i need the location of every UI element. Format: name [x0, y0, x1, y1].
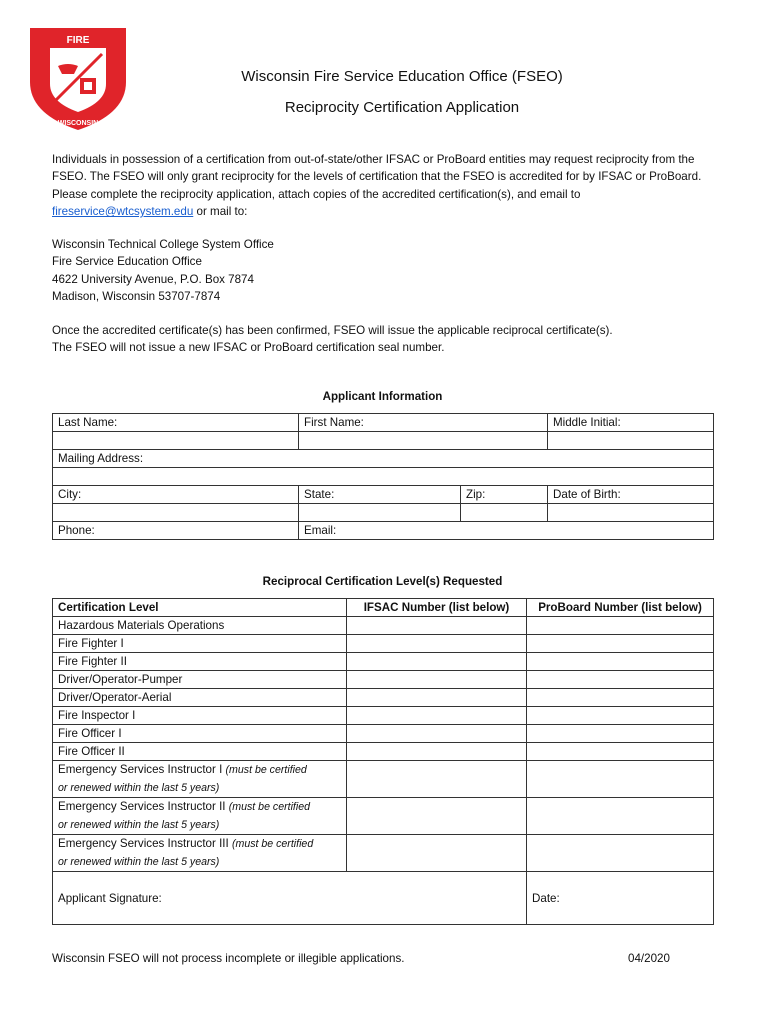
address-line: 4622 University Avenue, P.O. Box 7874	[52, 272, 254, 286]
cert-row	[53, 617, 714, 635]
cert-row	[53, 798, 714, 835]
dob-label: Date of Birth:	[548, 486, 714, 504]
ifsac-number-field[interactable]	[347, 707, 527, 725]
mailing-address-label: Mailing Address:	[53, 450, 714, 468]
cert-row	[53, 725, 714, 743]
certification-table	[52, 598, 714, 925]
ifsac-number-field[interactable]	[347, 617, 527, 635]
middle-initial-field[interactable]	[548, 432, 714, 450]
last-name-field[interactable]	[53, 432, 299, 450]
ifsac-number-field[interactable]	[347, 798, 527, 835]
mailing-address-block	[52, 236, 722, 306]
date-field[interactable]: Date:	[527, 872, 714, 925]
applicant-table	[52, 413, 714, 540]
cert-level: Fire Fighter II	[53, 653, 347, 671]
first-name-label: First Name:	[299, 414, 548, 432]
last-name-label: Last Name:	[53, 414, 299, 432]
cert-level-label: Emergency Services Instructor II	[58, 800, 229, 813]
ifsac-number-field[interactable]	[347, 653, 527, 671]
footer-note: Wisconsin FSEO will not process incomplete or illegible applications.	[52, 952, 405, 965]
ifsac-number-field[interactable]	[347, 725, 527, 743]
intro-paragraph	[52, 151, 722, 221]
cert-level-label: Emergency Services Instructor III	[58, 837, 232, 850]
cert-note: (must be certified	[231, 838, 314, 850]
address-line: Fire Service Education Office	[52, 255, 202, 269]
cert-note: or renewed within the last 5 years)	[58, 856, 220, 868]
document-title: Wisconsin Fire Service Education Office (FSEO)	[241, 68, 563, 85]
first-name-field[interactable]	[299, 432, 548, 450]
proboard-number-field[interactable]	[527, 761, 714, 798]
proboard-number-field[interactable]	[527, 689, 714, 707]
proboard-number-field[interactable]	[527, 653, 714, 671]
cert-level: Driver/Operator-Pumper	[53, 671, 347, 689]
address-line: Wisconsin Technical College System Office	[52, 238, 274, 251]
zip-label: Zip:	[461, 486, 548, 504]
email-label: Email:	[299, 522, 714, 540]
certs-heading: Reciprocal Certification Level(s) Requested	[262, 575, 503, 588]
document-subtitle: Reciprocity Certification Application	[284, 99, 520, 116]
cert-row	[53, 671, 714, 689]
cert-level: Fire Fighter I	[53, 635, 347, 653]
svg-text:WISCONSIN: WISCONSIN	[57, 120, 99, 127]
cert-level: Driver/Operator-Aerial	[53, 689, 347, 707]
mailing-address-field[interactable]	[53, 468, 714, 486]
middle-initial-label: Middle Initial:	[548, 414, 714, 432]
notice-line: Once the accredited certificate(s) has been confirmed, FSEO will issue the applicable reciprocal certificate(s).	[52, 324, 613, 337]
notice-line: The FSEO will not issue a new IFSAC or ProBoard certification seal number.	[52, 341, 445, 355]
address-line: Madison, Wisconsin 53707-7874	[52, 290, 221, 304]
proboard-number-field[interactable]	[527, 671, 714, 689]
cert-level: Fire Inspector I	[53, 707, 347, 725]
ifsac-number-field[interactable]	[347, 635, 527, 653]
phone-label: Phone:	[53, 522, 299, 540]
cert-level	[53, 761, 347, 798]
cert-row	[53, 835, 714, 872]
cert-note: or renewed within the last 5 years)	[58, 819, 220, 831]
proboard-number-field[interactable]	[527, 798, 714, 835]
ifsac-number-field[interactable]	[347, 689, 527, 707]
zip-field[interactable]	[461, 504, 548, 522]
col-proboard: ProBoard Number (list below)	[527, 599, 714, 617]
signature-field[interactable]: Applicant Signature:	[53, 872, 527, 925]
state-field[interactable]	[299, 504, 461, 522]
cert-note: (must be certified	[225, 764, 307, 776]
ifsac-number-field[interactable]	[347, 835, 527, 872]
cert-row	[53, 707, 714, 725]
city-field[interactable]	[53, 504, 299, 522]
col-level: Certification Level	[53, 599, 347, 617]
cert-level-label: Emergency Services Instructor I	[58, 763, 226, 776]
proboard-number-field[interactable]	[527, 725, 714, 743]
applicant-heading: Applicant Information	[322, 390, 443, 403]
intro-text-end: or mail to:	[193, 205, 248, 219]
cert-level	[53, 798, 347, 835]
proboard-number-field[interactable]	[527, 617, 714, 635]
cert-row	[53, 761, 714, 798]
notice-paragraph	[52, 322, 722, 357]
cert-row	[53, 653, 714, 671]
cert-row	[53, 689, 714, 707]
ifsac-number-field[interactable]	[347, 761, 527, 798]
cert-level: Fire Officer I	[53, 725, 347, 743]
intro-text: Individuals in possession of a certification from out-of-state/other IFSAC or ProBoard entities may request reciprocity from the FSEO. The FSEO will only grant reciprocity for the levels of certification that the FSEO is accredited for by IFSAC or ProBoard. Please complete the reciprocity application, attach copies of the accredited certification(s), and email to	[52, 153, 702, 201]
cert-note: or renewed within the last 5 years)	[58, 782, 220, 794]
email-link[interactable]: fireservice@wtcsystem.edu	[52, 205, 194, 219]
dob-field[interactable]	[548, 504, 714, 522]
city-label: City:	[53, 486, 299, 504]
proboard-number-field[interactable]	[527, 707, 714, 725]
cert-level: Fire Officer II	[53, 743, 347, 761]
cert-row	[53, 743, 714, 761]
cert-note: (must be certified	[228, 801, 310, 813]
proboard-number-field[interactable]	[527, 635, 714, 653]
col-ifsac: IFSAC Number (list below)	[347, 599, 527, 617]
state-label: State:	[299, 486, 461, 504]
ifsac-number-field[interactable]	[347, 743, 527, 761]
ifsac-number-field[interactable]	[347, 671, 527, 689]
proboard-number-field[interactable]	[527, 743, 714, 761]
cert-level: Hazardous Materials Operations	[53, 617, 347, 635]
cert-row	[53, 635, 714, 653]
svg-text:FIRE: FIRE	[66, 35, 90, 46]
proboard-number-field[interactable]	[527, 835, 714, 872]
cert-level	[53, 835, 347, 872]
form-version: 04/2020	[628, 952, 670, 965]
